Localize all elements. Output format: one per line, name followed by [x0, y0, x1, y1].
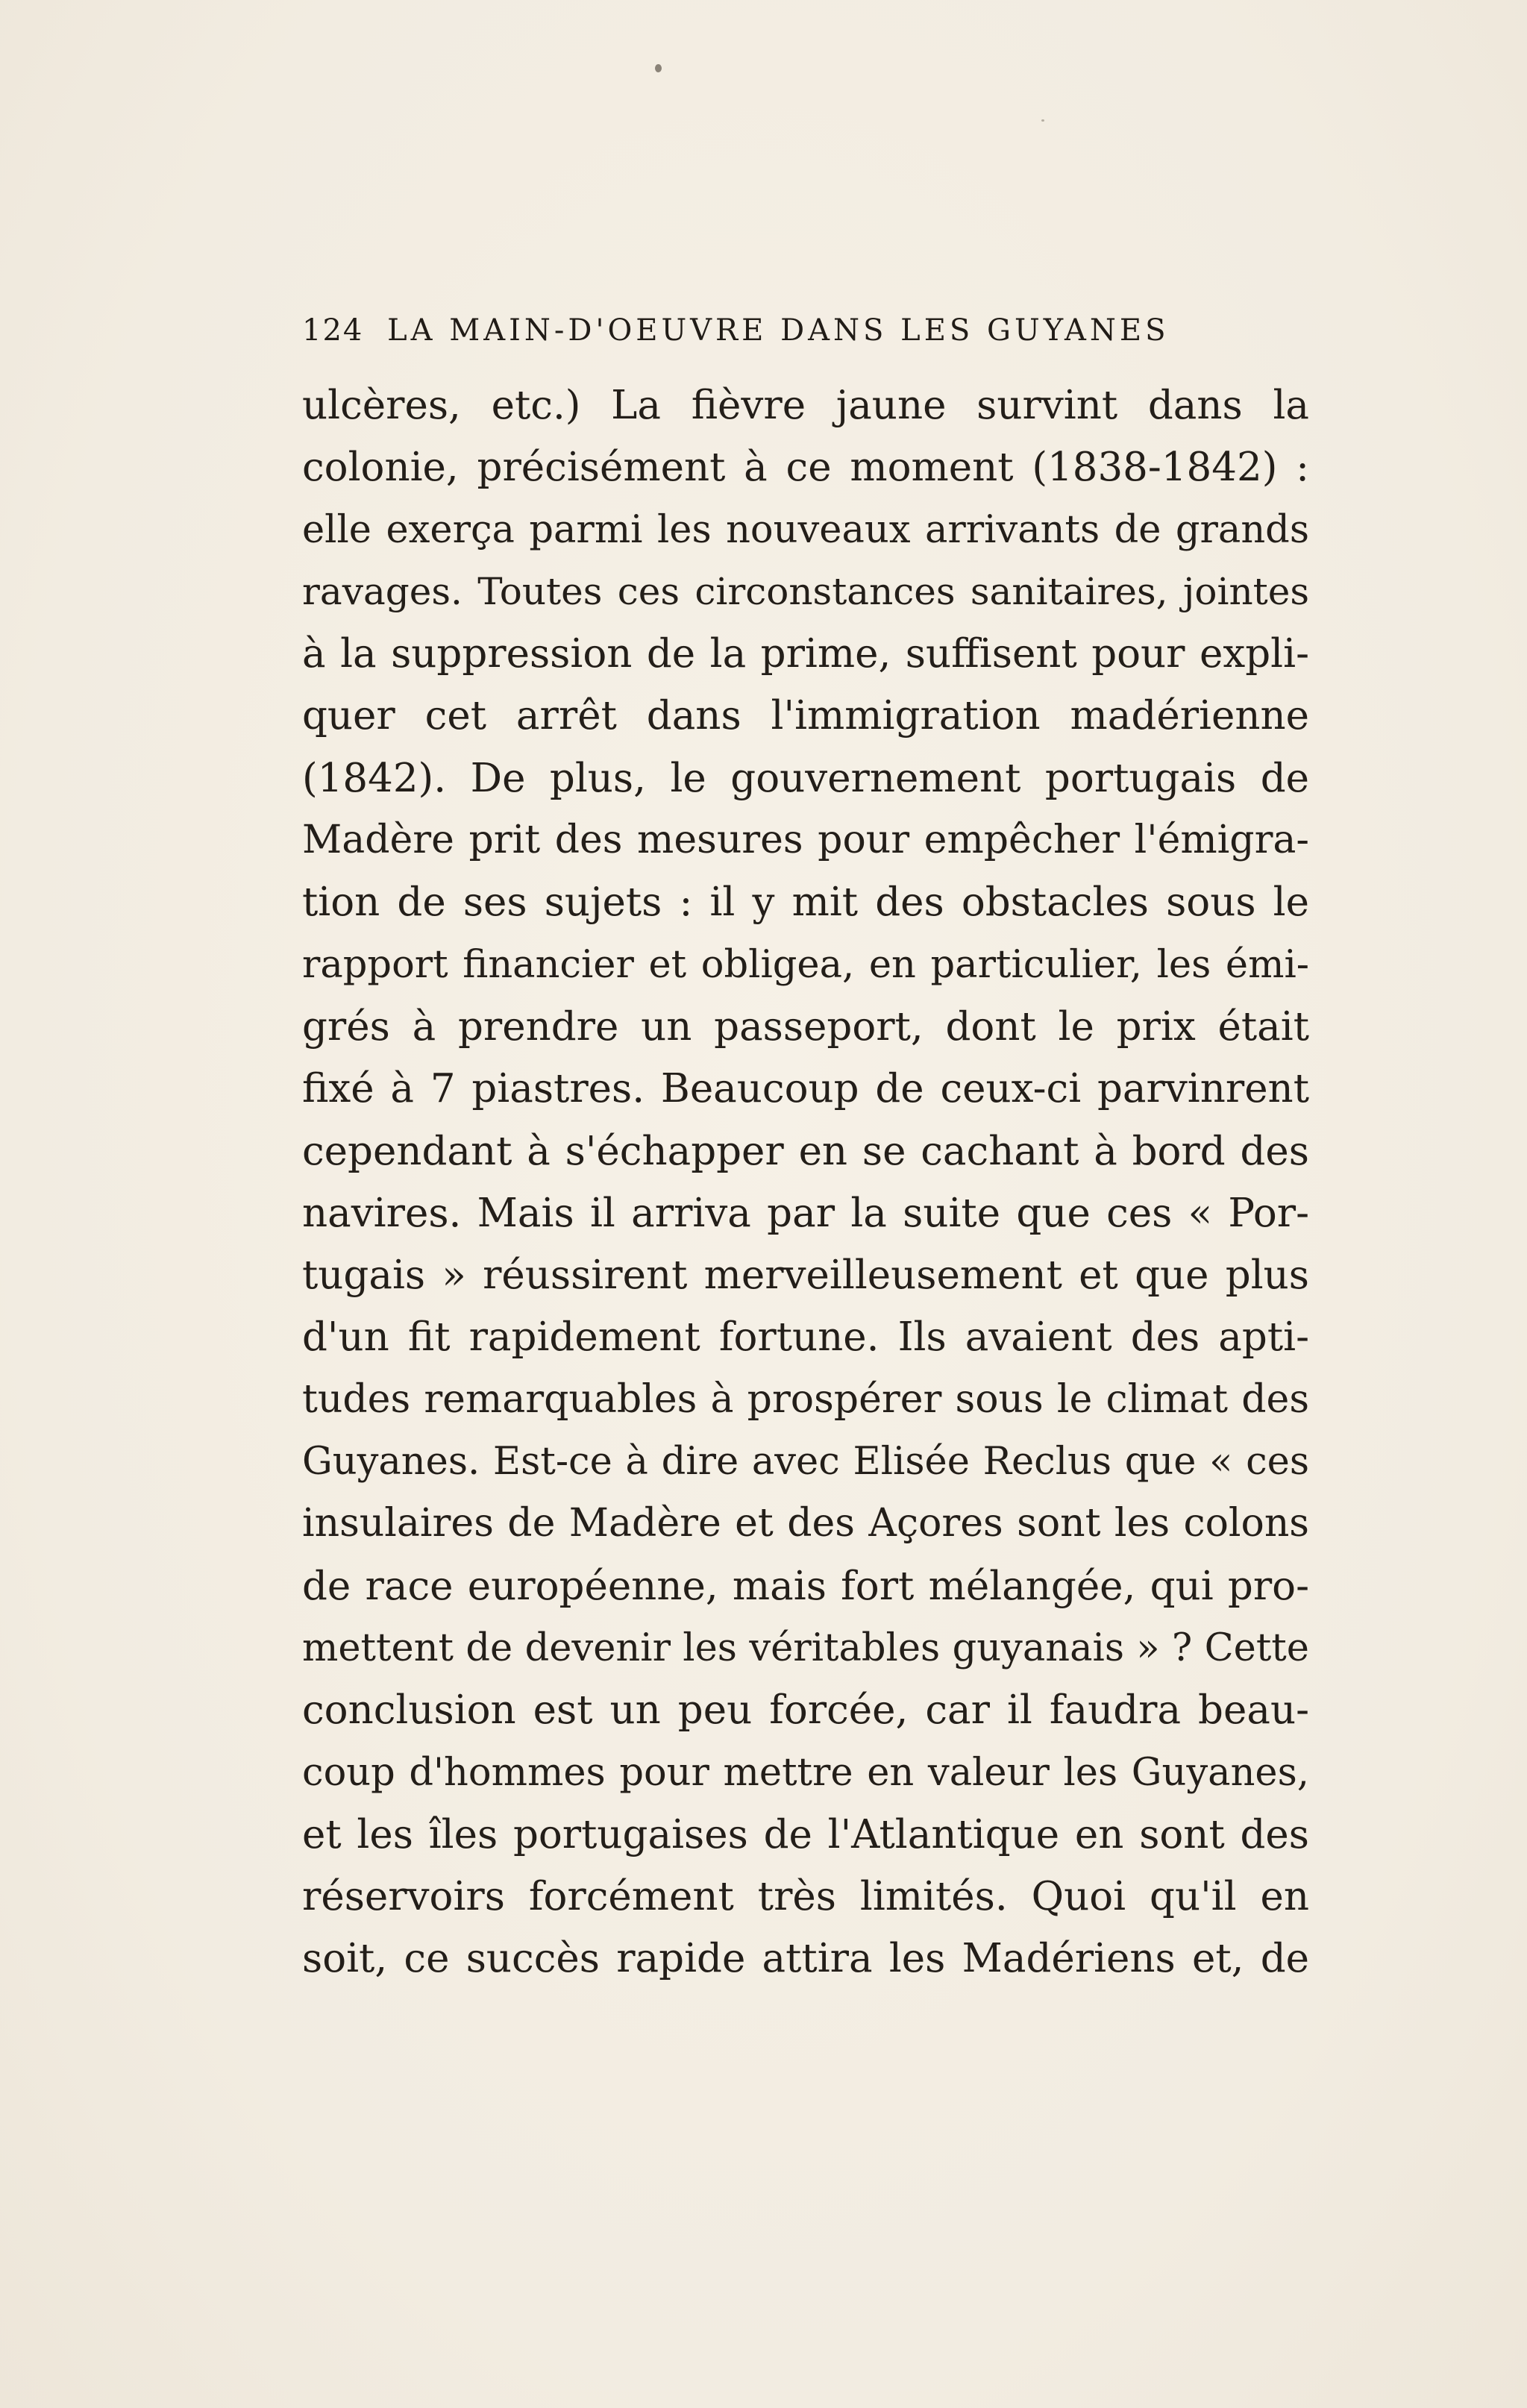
text-line: mettent de devenir les véritables guyanais » ? Cette — [302, 1625, 1309, 1670]
text-line: Guyanes. Est-ce à dire avec Elisée Reclus que « ces — [302, 1440, 1309, 1484]
text-line: ravages. Toutes ces circonstances sanitaires, jointes — [302, 569, 1309, 613]
text-line: d'un fit rapidement fortune. Ils avaient des apti- — [302, 1314, 1309, 1361]
running-head — [302, 308, 1272, 353]
text-line: et les îles portugaises de l'Atlantique en sont des — [302, 1811, 1309, 1857]
text-line: réservoirs forcément très limités. Quoi qu'il en — [302, 1874, 1309, 1920]
body-text — [302, 374, 1309, 1990]
text-line: insulaires de Madère et des Açores sont les colons — [302, 1501, 1309, 1546]
text-line: Madère prit des mesures pour empêcher l'émigra- — [302, 818, 1309, 863]
text-line: soit, ce succès rapide attira les Madériens et, de — [302, 1936, 1309, 1982]
page-number: 124 — [302, 313, 364, 348]
text-line: ulcères, etc.) La fièvre jaune survint dans la — [302, 383, 1309, 428]
running-title: LA MAIN-D'OEUVRE DANS LES GUYANES — [387, 313, 1170, 348]
text-line: navires. Mais il arriva par la suite que ces « Por- — [302, 1190, 1309, 1236]
text-line: fixé à 7 piastres. Beaucoup de ceux-ci parvinrent — [302, 1066, 1309, 1112]
ink-speck — [1041, 119, 1044, 122]
text-line: tudes remarquables à prospérer sous le climat des — [302, 1376, 1309, 1422]
text-line: cependant à s'échapper en se cachant à bord des — [302, 1128, 1309, 1174]
text-line: tion de ses sujets : il y mit des obstacles sous le — [302, 880, 1309, 926]
text-line: colonie, précisément à ce moment (1838-1842) : — [302, 445, 1309, 491]
text-line: grés à prendre un passeport, dont le prix était — [302, 1003, 1309, 1050]
text-line: conclusion est un peu forcée, car il faudra beau- — [302, 1687, 1309, 1734]
text-line: de race européenne, mais fort mélangée, qui pro- — [302, 1563, 1309, 1609]
text-line: (1842). De plus, le gouvernement portugais de — [302, 755, 1309, 801]
text-line: quer cet arrêt dans l'immigration madérienne — [302, 693, 1309, 739]
text-line: rapport financier et obligea, en particulier, les émi- — [302, 942, 1309, 987]
text-line: elle exerça parmi les nouveaux arrivants de grands — [302, 507, 1309, 552]
ink-speck — [655, 64, 662, 72]
text-line: à la suppression de la prime, suffisent pour expli- — [302, 631, 1309, 677]
text-line: tugais » réussirent merveilleusement et que plus — [302, 1252, 1309, 1299]
text-line: coup d'hommes pour mettre en valeur les Guyanes, — [302, 1750, 1309, 1795]
